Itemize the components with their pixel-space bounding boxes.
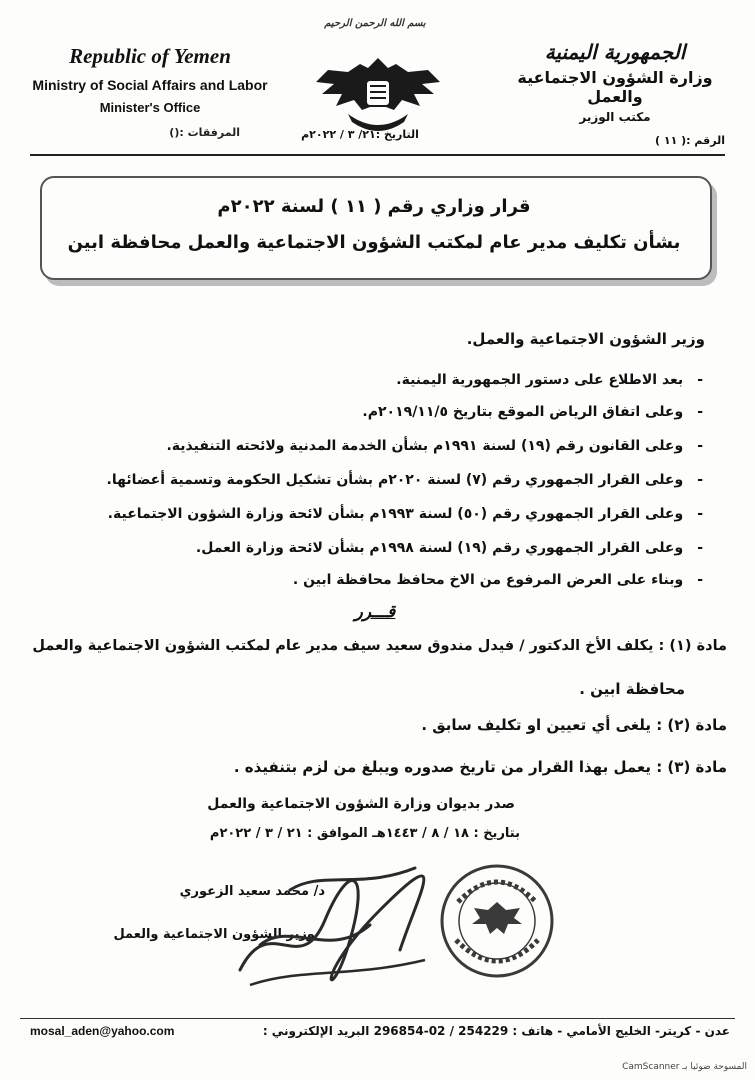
republic-ar: الجمهورية اليمنية xyxy=(544,40,686,64)
footer-email: mosal_aden@yahoo.com xyxy=(30,1024,175,1038)
eagle-emblem-icon xyxy=(308,50,448,138)
ministry-ar: وزارة الشؤون الاجتماعية والعمل xyxy=(517,68,713,106)
article-3: مادة (٣) : يعمل بهذا القرار من تاريخ صدوره ويبلغ من لزم بتنفيذه . xyxy=(233,758,727,776)
republic-en: Republic of Yemen xyxy=(69,44,231,68)
header-divider xyxy=(30,154,725,156)
office-en: Minister's Office xyxy=(99,100,201,115)
decree-subject: بشأن تكليف مدير عام لمكتب الشؤون الاجتماعية والعمل محافظة ابين xyxy=(67,232,681,253)
ref-number-field: الرقم :( ١١ ) xyxy=(655,134,725,147)
signatory-title: وزير الشؤون الاجتماعية والعمل xyxy=(113,927,315,942)
article-1-continued: محافظة ابين . xyxy=(579,680,685,698)
decided-heading: قـــرر xyxy=(354,602,396,622)
office-ar: مكتب الوزير xyxy=(579,110,651,124)
arabic-letterhead xyxy=(495,40,735,124)
clause-item: - وبناء على العرض المرفوع من الاخ محافظ محافظة ابين . xyxy=(293,572,703,588)
article-1: مادة (١) : يكلف الأخ الدكتور / فيدل مندوق سعيد سيف مدير عام لمكتب الشؤون الاجتماعية والعمل xyxy=(32,638,727,654)
ministry-en: Ministry of Social Affairs and Labor xyxy=(32,77,268,93)
issued-at: صدر بديوان وزارة الشؤون الاجتماعية والعمل xyxy=(207,796,515,812)
attachments-label: المرفقات :( xyxy=(174,126,240,139)
decree-title: قرار وزاري رقم ( ١١ ) لسنة ٢٠٢٢م xyxy=(217,196,531,217)
title-box xyxy=(40,176,712,280)
attachments-close: ) xyxy=(169,126,175,139)
handwritten-signature xyxy=(230,850,430,990)
footer-divider xyxy=(20,1018,735,1019)
footer-address: عدن - كريتر- الخليج الأمامي - هاتف : 254229 / 02-296854 البريد الإلكتروني : xyxy=(262,1024,730,1038)
issued-date: بتاريخ : ١٨ / ٨ / ١٤٤٣هـ الموافق : ٢١ / ٣ / ٢٠٢٢م xyxy=(209,826,520,841)
clause-item: - وعلى القانون رقم (١٩) لسنة ١٩٩١م بشأن الخدمة المدنية ولائحته التنفيذية. xyxy=(166,438,703,454)
signatory-name: د/ محمد سعيد الزعوري xyxy=(179,884,325,899)
clause-item: - بعد الاطلاع على دستور الجمهورية اليمنية. xyxy=(396,372,703,388)
camscanner-watermark: المسوحة ضوئيا بـ CamScanner xyxy=(622,1062,747,1072)
clause-item: - وعلى القرار الجمهوري رقم (٧) لسنة ٢٠٢٠م بشأن تشكيل الحكومة وتسمية أعضائها. xyxy=(107,472,704,488)
english-letterhead xyxy=(30,44,270,115)
bismillah: بسم الله الرحمن الرحيم xyxy=(324,18,426,29)
clause-item: - وعلى القرار الجمهوري رقم (٥٠) لسنة ١٩٩٣م بشأن لائحة وزارة الشؤون الاجتماعية. xyxy=(108,506,703,522)
official-stamp xyxy=(438,862,556,980)
minister-line: وزير الشؤون الاجتماعية والعمل. xyxy=(466,330,705,348)
date-field: التاريخ :٢١/ ٣ / ٢٠٢٢م xyxy=(301,128,419,141)
attachments-field xyxy=(30,126,240,139)
clause-item: - وعلى اتفاق الرياض الموقع بتاريخ ٢٠١٩/١١/٥م. xyxy=(362,404,703,420)
article-2: مادة (٢) : يلغى أي تعيين او تكليف سابق . xyxy=(421,716,727,734)
clause-item: - وعلى القرار الجمهوري رقم (١٩) لسنة ١٩٩٨م بشأن لائحة وزارة العمل. xyxy=(196,540,703,556)
